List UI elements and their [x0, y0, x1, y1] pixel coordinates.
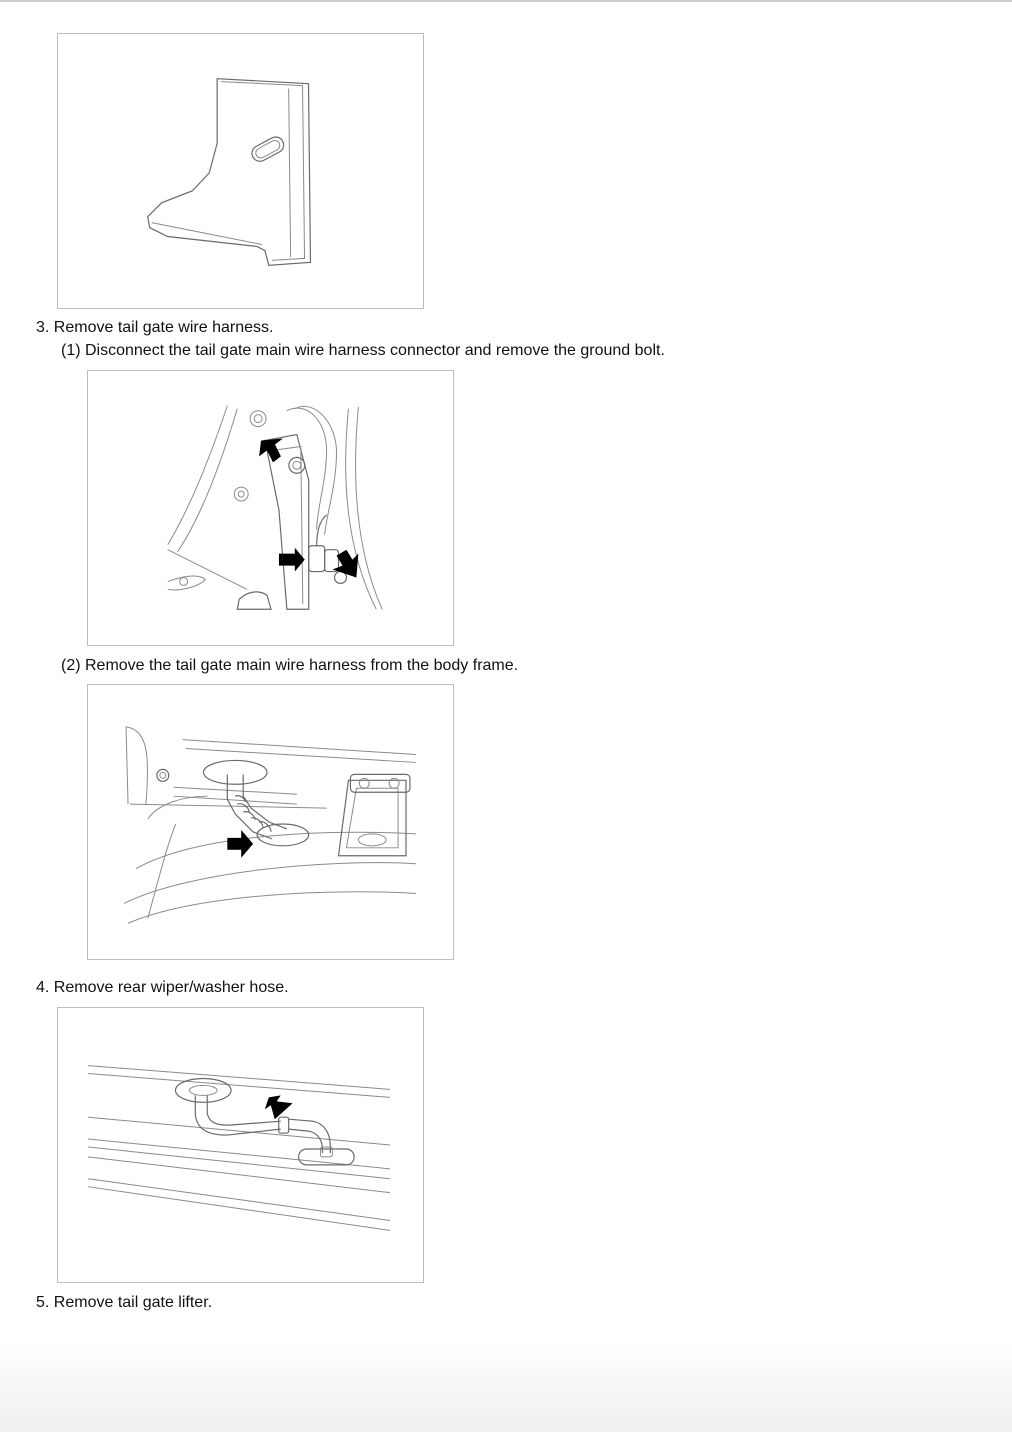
- figure-washer-hose: [57, 1007, 424, 1283]
- top-rule: [0, 0, 1012, 2]
- harness-body-frame-drawing: [88, 685, 453, 959]
- step3-substep2: (2) Remove the tail gate main wire harness from the body frame.: [61, 657, 519, 674]
- figure-harness-body-frame: [87, 684, 454, 960]
- figure-harness-connector: [87, 370, 454, 646]
- page-bottom-shadow: [0, 1342, 1012, 1432]
- figure-trim-panel: [57, 33, 424, 309]
- step5-heading: 5. Remove tail gate lifter.: [36, 1294, 213, 1311]
- trim-panel-drawing: [58, 34, 423, 308]
- harness-connector-drawing: [88, 371, 453, 645]
- step4-heading: 4. Remove rear wiper/washer hose.: [36, 979, 289, 996]
- step3-substep1: (1) Disconnect the tail gate main wire harness connector and remove the ground bolt.: [61, 342, 665, 359]
- washer-hose-drawing: [58, 1008, 423, 1282]
- step3-heading: 3. Remove tail gate wire harness.: [36, 319, 274, 336]
